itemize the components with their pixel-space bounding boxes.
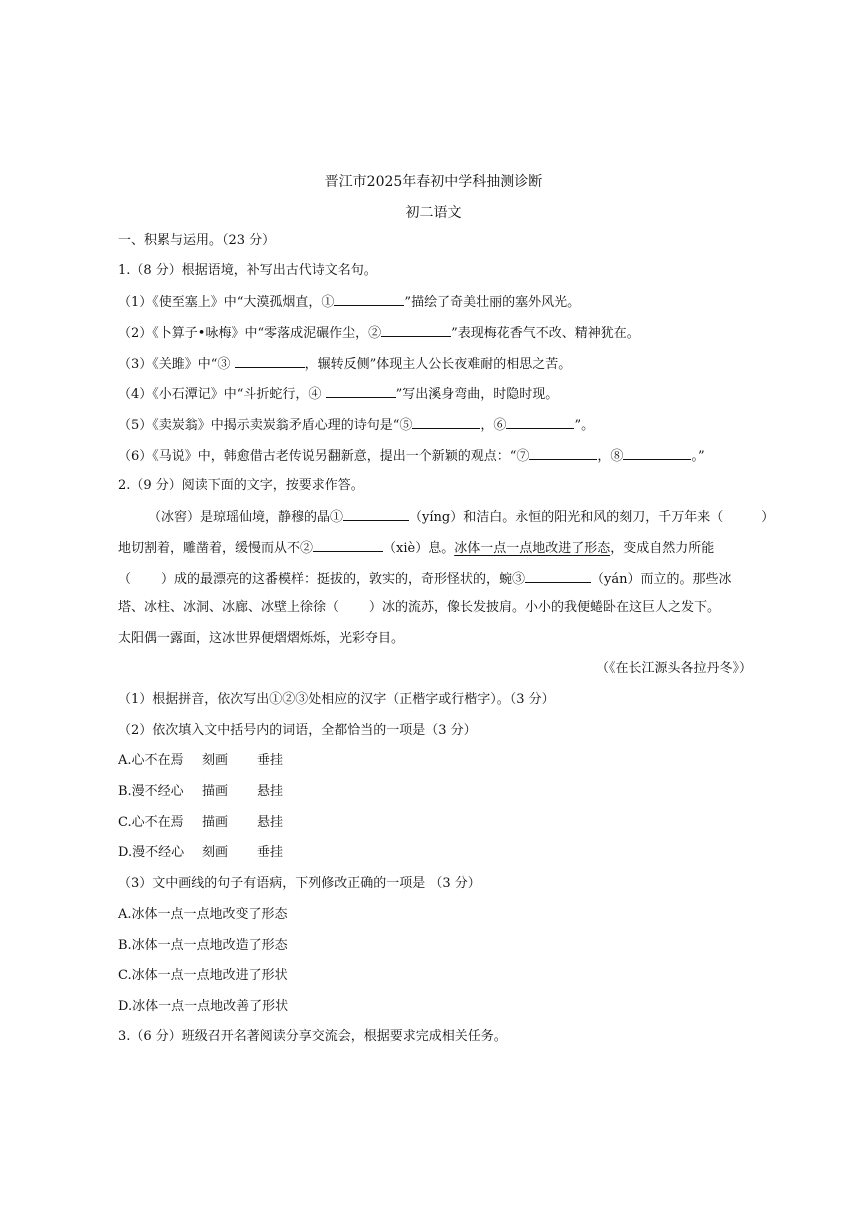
passage-blank-3[interactable] [525, 569, 591, 583]
passage-line-1: （冰窖）是琼瑶仙境，静穆的晶① （yíng）和洁白。永恒的阳光和风的刻刀，千万年来（ ） [148, 507, 774, 527]
passage-line-3: （ ）成的最漂亮的这番模样：挺拔的，敦实的，奇形怪状的，蜿③ （yán）而立的。那些冰 [118, 569, 732, 589]
q1-stem: 1.（8 分）根据语境，补写出古代诗文名句。 [118, 263, 377, 278]
q2-s3-option-c[interactable]: C.冰体一点一点地改进了形状 [118, 968, 288, 983]
q1-item-4: （4）《小石潭记》中“斗折蛇行，④ ”写出溪身弯曲，时隐时现。 [118, 384, 558, 404]
passage-line-4: 塔、冰柱、冰洞、冰廊、冰壁上徐徐（ ）冰的流苏，像长发披肩。小小的我便蜷卧在这巨人之发下。 [118, 600, 721, 615]
answer-blank-6[interactable] [506, 415, 574, 429]
q1-item-1: （1）《使至塞上》中“大漠孤烟直，① ”描绘了奇美壮丽的塞外风光。 [118, 292, 580, 312]
passage-blank-2[interactable] [313, 538, 383, 552]
answer-blank-8[interactable] [623, 446, 691, 460]
q1-item-6: （6）《马说》中，韩愈借古老传说另翻新意，提出一个新颖的观点：“⑦ ，⑧ 。” [118, 446, 705, 466]
q1-item-3: （3）《关雎》中“③ ，辗转反侧”体现主人公长夜难耐的相思之苦。 [118, 354, 571, 374]
q2-s3-option-d[interactable]: D.冰体一点一点地改善了形状 [118, 999, 289, 1014]
answer-blank-4[interactable] [326, 384, 396, 398]
q2-option-d[interactable]: D.漫不经心 刻画 垂挂 [118, 845, 284, 860]
q2-sub-2: （2）依次填入文中括号内的词语，全都恰当的一项是（3 分） [118, 723, 477, 738]
q2-option-b[interactable]: B.漫不经心 描画 悬挂 [118, 784, 284, 799]
q2-stem: 2.（9 分）阅读下面的文字，按要求作答。 [118, 478, 364, 493]
section-heading: 一、积累与运用。（23 分） [118, 233, 276, 248]
passage-line-2: 地切割着，雕凿着，缓慢而从不② （xiè）息。冰体一点一点地改进了形态，变成自然力所能 [118, 538, 714, 558]
q2-option-a[interactable]: A.心不在焉 刻画 垂挂 [118, 753, 284, 768]
underlined-sentence: 冰体一点一点地改进了形态 [454, 541, 611, 556]
q2-sub-3: （3）文中画线的句子有语病，下列修改正确的一项是 （3 分） [118, 876, 481, 891]
q2-option-c[interactable]: C.心不在焉 描画 悬挂 [118, 815, 284, 830]
answer-blank-5[interactable] [412, 415, 480, 429]
passage-blank-1[interactable] [343, 507, 409, 521]
q2-s3-option-a[interactable]: A.冰体一点一点地改变了形态 [118, 907, 288, 922]
passage-source: （《在长江源头各拉丹冬》） [596, 661, 753, 676]
q2-sub-1: （1）根据拼音，依次写出①②③处相应的汉字（正楷字或行楷字）。（3 分） [118, 692, 555, 707]
q1-item-2: （2）《卜算子•咏梅》中“零落成泥碾作尘，② ”表现梅花香气不改、精神犹在。 [118, 323, 640, 343]
q2-s3-option-b[interactable]: B.冰体一点一点地改造了形态 [118, 938, 288, 953]
answer-blank-2[interactable] [381, 323, 451, 337]
exam-title: 晋江市2025年春初中学科抽测诊断 [324, 174, 543, 190]
passage-line-5: 太阳偶一露面，这冰世界便熠熠烁烁，光彩夺目。 [118, 631, 405, 646]
answer-blank-1[interactable] [334, 292, 404, 306]
q3-stem: 3.（6 分）班级召开名著阅读分享交流会，根据要求完成相关任务。 [118, 1029, 507, 1044]
exam-subtitle: 初二语文 [405, 205, 462, 221]
answer-blank-3[interactable] [235, 354, 305, 368]
q1-item-5: （5）《卖炭翁》中揭示卖炭翁矛盾心理的诗句是“⑤ ，⑥ ”。 [118, 415, 594, 435]
answer-blank-7[interactable] [529, 446, 597, 460]
